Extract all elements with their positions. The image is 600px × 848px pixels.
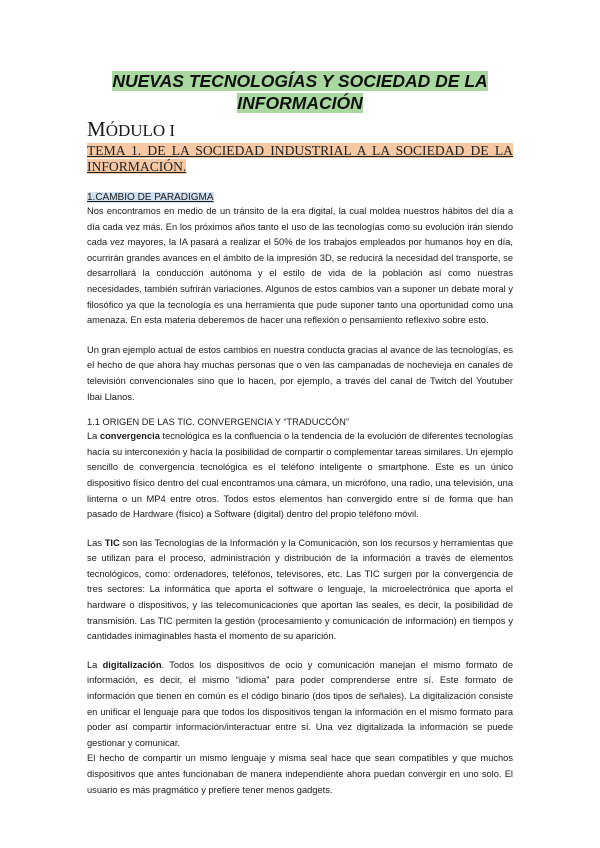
p5-term: digitalización	[102, 659, 162, 670]
topic-heading	[87, 143, 513, 175]
module-rest: ÓDULO I	[105, 121, 176, 140]
document-title	[87, 70, 513, 114]
topic-heading-text: TEMA 1. DE LA SOCIEDAD INDUSTRIAL A LA SOCIEDAD DE LA INFORMACIÓN.	[87, 143, 513, 174]
p3-rest: tecnológica es la confluencia o la tendencia de la evolución de diferentes tecnologías hacía su interconexión y hacía la posibilidad de compartir o complementar tareas similares. Un ejemplo sencillo de convergencia tecnológica es el teléfono inteligente o smartphone. Este es un único dispositivo físico dentro del cual encontramos una cámara, un micrófono, una radio, una televisión, una linterna o un MP4 entre otros. Todos estos elementos han convergido entre sí de forma que han pasado de Hardware (físico) a Software (digital) dentro del propio teléfono móvil.	[87, 431, 513, 520]
p4-lead: Las	[87, 537, 105, 548]
p5-rest: . Todos los dispositivos de ocio y comunicación manejan el mismo formato de información, es decir, el mismo “idioma” para poder comprenderse entre sí. Este formato de información que tienen en común es el código binario (dos tipos de señales). La digitalización consiste en unificar el lenguaje para que todos los dispositivos tengan la información en el mismo formato para poder así compartir información/interactuar entre sí. Una vez digitalizada la información se puede gestionar y comunicar.	[87, 659, 513, 748]
paragraph-2: Un gran ejemplo actual de estos cambios en nuestra conducta gracias al avance de las tecnologías, es el hecho de que ahora hay muchas personas que o ven las campanadas de nochevieja en canales de televisión convencionales sino que lo hacen, por ejemplo, a través del canal de Twitch del Youtuber Ibai Llanos.	[87, 344, 513, 402]
p4-term: TIC	[104, 537, 120, 548]
p4-rest: son las Tecnologías de la Información y la Comunicación, son los recursos y herramientas que se utilizan para el proceso, administración y distribución de la información a través de elementos tecnológicos, como: ordenadores, teléfonos, televisores, etc. Las TIC surgen por la convergencia de tres sectores: La informática que aporta el software o lenguaje, la microelectrónica que aporta el hardware o dispositivos, y las telecomunicaciones que aportan las seales, es decir, la posibilidad de transmisión. Las TIC permiten la gestión (procesamiento y comunicación de información) en tiempos y cantidades inimaginables hasta el momento de su aparición.	[87, 537, 514, 642]
section-heading-1	[87, 191, 513, 204]
module-heading	[87, 119, 513, 141]
paragraph-4	[87, 536, 513, 645]
p3-lead: La	[87, 431, 100, 442]
p3-term: convergencia	[99, 431, 160, 442]
paragraph-6: El hecho de compartir un mismo lenguaje y misma seal hace que sean compatibles y que muchos dispositivos que antes funcionaban de manera independiente ahora puedan convergir en uno solo. El usuario es más pragmático y prefiere tener menos gadgets.	[87, 753, 513, 795]
title-text: NUEVAS TECNOLOGÍAS Y SOCIEDAD DE LA INFORMACIÓN	[112, 71, 488, 113]
paragraph-3	[87, 429, 513, 523]
section-heading-1-text: 1.CAMBIO DE PARADIGMA	[87, 192, 214, 203]
p5-lead: La	[87, 659, 103, 670]
module-initial: M	[87, 117, 106, 141]
paragraph-1: Nos encontramos en medio de un tránsito de la era digital, la cual moldea nuestros hábitos del día a día cada vez más. En los próximos años tanto el uso de las tecnologías como su evolución irán siendo cada vez mayores, la IA pasará a realizar el 50% de los trabajos empleados por humanos hoy en día, ocurrirán grandes avances en el ámbito de la impresión 3D, se reducirá la necesidad del transporte, se desarrollará la conducción autónoma y el estilo de vida de la población así como nuestras necesidades, también sufrirán variaciones. Algunos de estos cambios van a suponer un debate moral y filosófico ya que la tecnología es una herramienta que pude suponer tanto una oportunidad como una amenaza. En esta materia deberemos de hacer una reflexión o pensamiento reflexivo sobre esto.	[87, 206, 513, 326]
paragraph-5	[87, 658, 513, 752]
section-heading-1-1: 1.1 ORIGEN DE LAS TIC. CONVERGENCIA Y “TRADUCCÓN”	[87, 417, 349, 428]
document-page	[87, 70, 513, 798]
